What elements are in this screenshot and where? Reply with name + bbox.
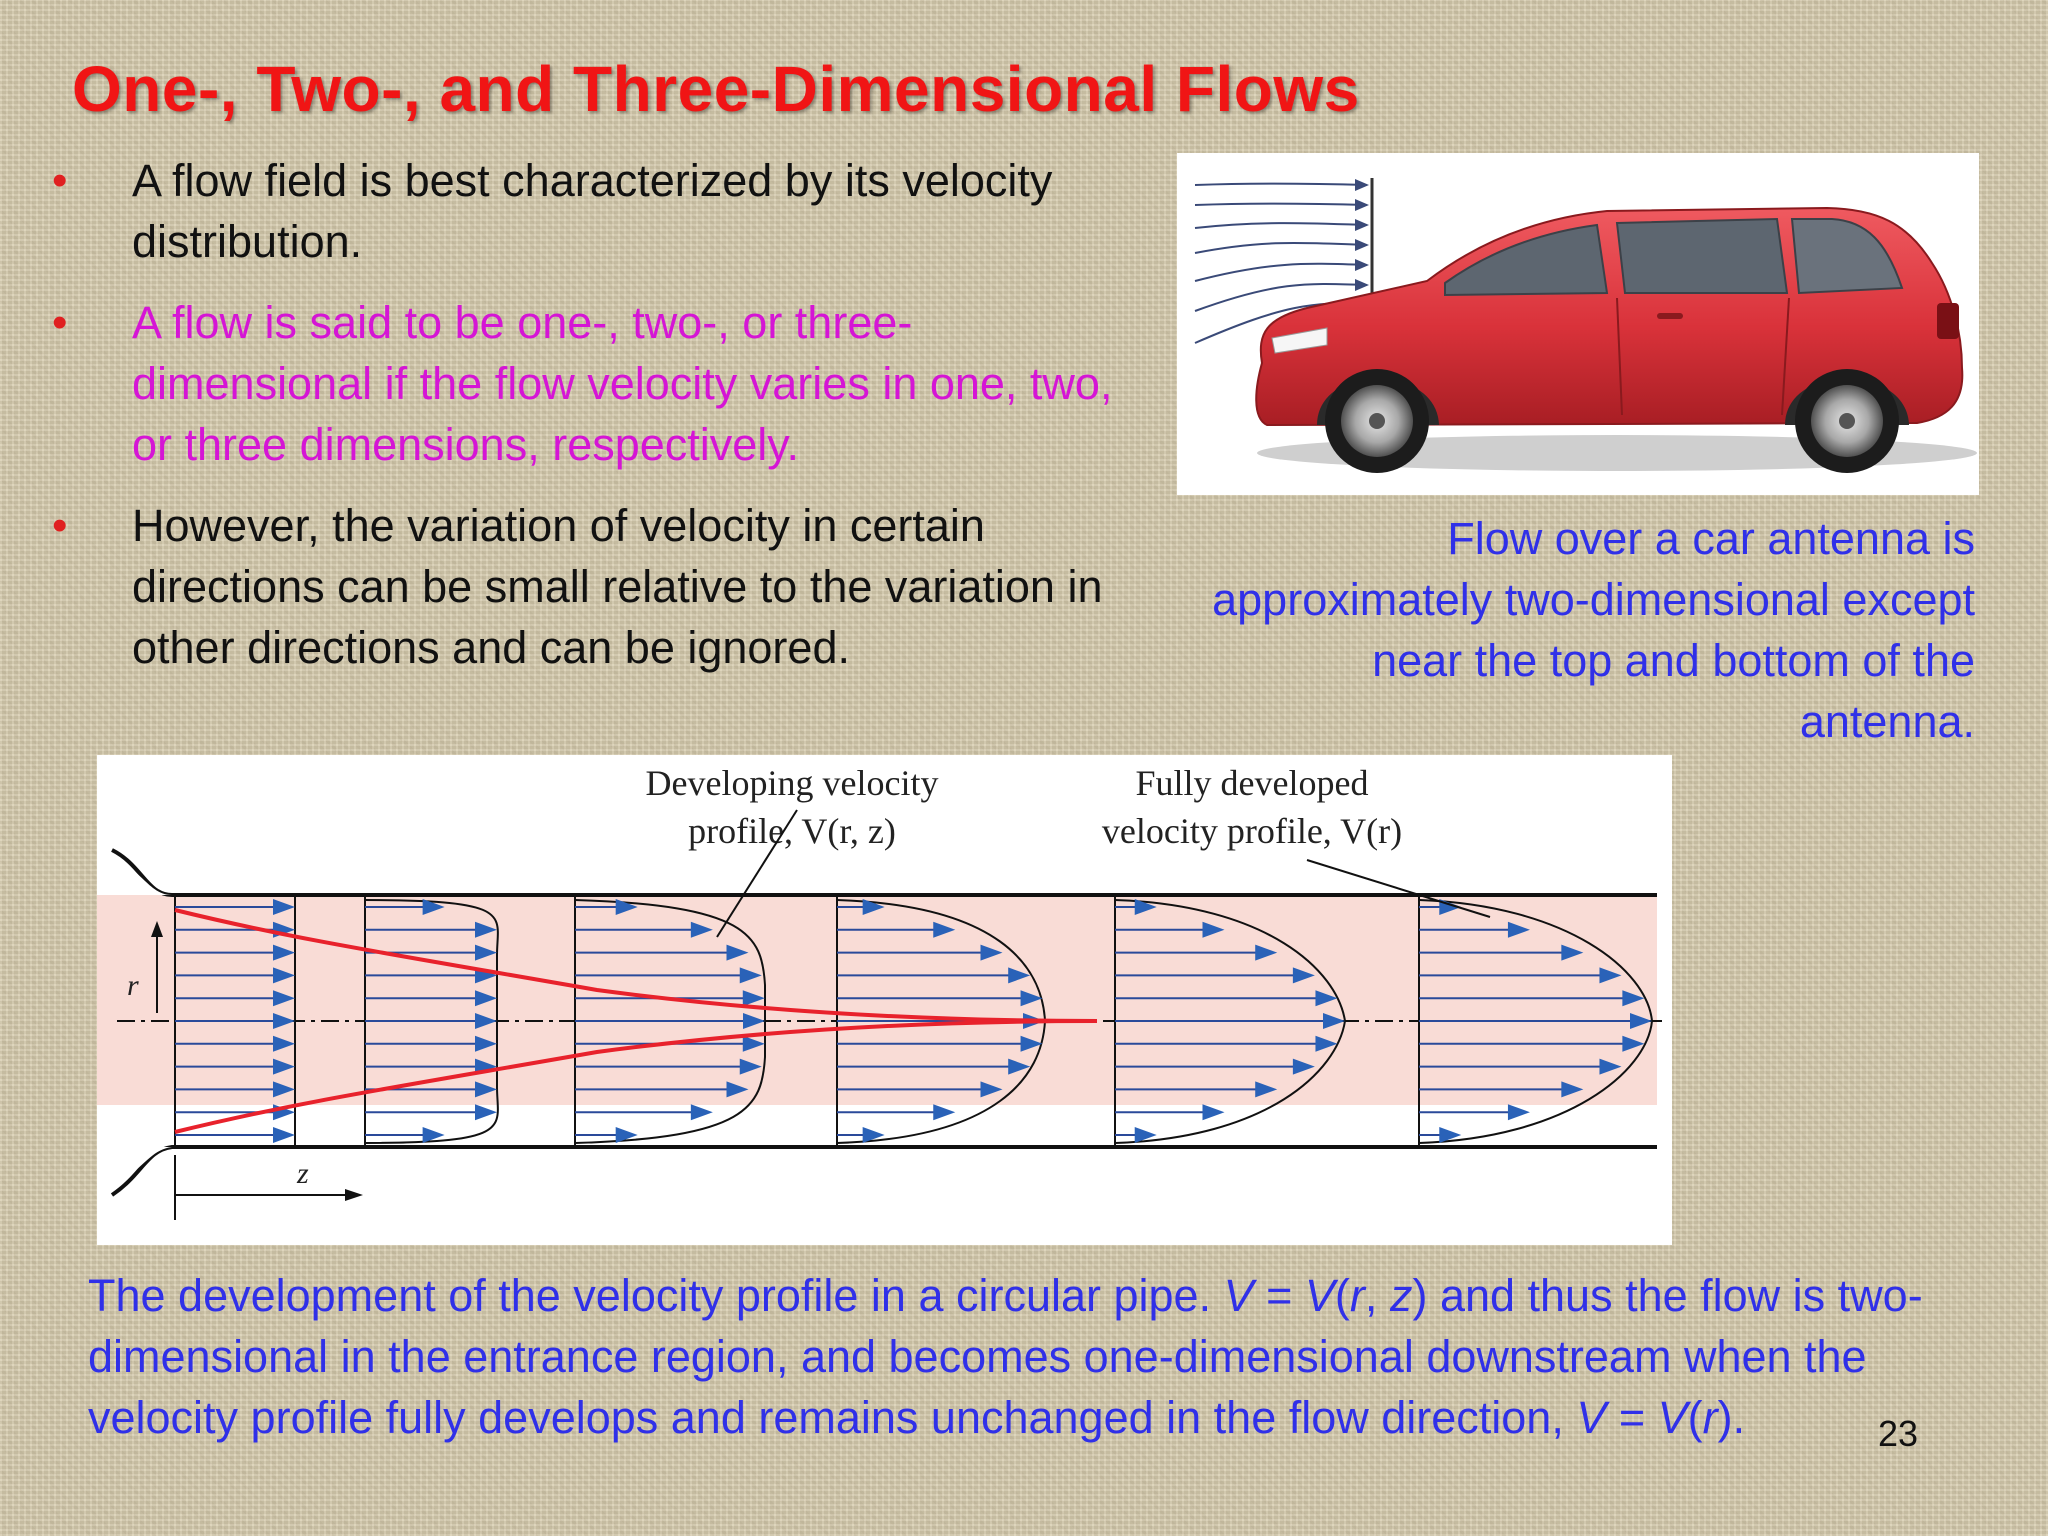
slide-title: One-, Two-, and Three-Dimensional Flows: [72, 53, 1360, 125]
eq-symbol: r: [1349, 1270, 1365, 1321]
eq-symbol: ): [1412, 1270, 1428, 1321]
z-axis: [175, 1155, 363, 1220]
bullet-dot: •: [52, 298, 68, 347]
bullet-dot: •: [52, 156, 68, 205]
eq-symbol: z: [1389, 1270, 1413, 1321]
caption-text: The development of the velocity profile in a circular pipe.: [88, 1270, 1224, 1321]
bullet-text: A flow field is best characterized by its velocity distribution.: [132, 155, 1053, 267]
eq-symbol: (: [1334, 1270, 1350, 1321]
car-illustration: [1177, 153, 1979, 495]
bullet-item: [52, 495, 1142, 678]
eq-symbol: ).: [1717, 1392, 1746, 1443]
bullet-text: However, the variation of velocity in certain directions can be small relative to the variation in other directions and can be ignored.: [132, 500, 1103, 673]
page-number: 23: [1878, 1413, 1919, 1454]
pipe-figure: [97, 755, 1672, 1245]
bullet-list: [52, 150, 1142, 698]
eq-symbol: V: [1576, 1392, 1607, 1443]
eq-symbol: =: [1253, 1270, 1305, 1321]
developed-label-1: Fully developed: [1135, 763, 1369, 803]
caption-text: and thus the flow is two-dimensional in the entrance region, and becomes one-dimensional downstream when the velocity profile fully develops and remains unchanged in the flow direction,: [88, 1270, 1923, 1443]
r-axis-label: r: [127, 969, 139, 1002]
bullet-item: [52, 150, 1142, 272]
pipe-bottom-wall: [112, 1147, 1657, 1195]
velocity-arrow-head: [691, 1104, 713, 1120]
rear-wheel: [1795, 369, 1899, 473]
developing-label-1: Developing velocity: [645, 763, 939, 803]
eq-symbol: ,: [1364, 1270, 1390, 1321]
front-wheel: [1325, 369, 1429, 473]
car-window-rear: [1617, 219, 1787, 293]
bullet-item: [52, 292, 1142, 475]
velocity-arrow-head: [933, 1104, 955, 1120]
eq-symbol: r: [1702, 1392, 1718, 1443]
eq-symbol: =: [1606, 1392, 1658, 1443]
car-figure: [1177, 153, 1979, 495]
pipe-diagram: [97, 755, 1672, 1245]
pipe-interior: [97, 895, 1657, 1105]
developed-label-2: velocity profile, V(r): [1101, 811, 1403, 851]
velocity-arrow-head: [1508, 1104, 1530, 1120]
velocity-arrow-head: [475, 1104, 497, 1120]
bottom-caption: [88, 1265, 1948, 1448]
taillight: [1937, 303, 1959, 339]
bullet-dot: •: [52, 501, 68, 550]
car-caption: Flow over a car antenna is approximately two-dimensional except near the top and bottom of the antenna.: [1212, 513, 1975, 747]
eq-symbol: V: [1304, 1270, 1335, 1321]
eq-symbol: V: [1657, 1392, 1688, 1443]
z-axis-label: z: [297, 1157, 309, 1190]
pipe-top-wall: [112, 850, 1657, 895]
velocity-arrow-head: [273, 1127, 295, 1143]
eq-symbol: (: [1687, 1392, 1703, 1443]
developing-label-2: profile, V(r, z): [688, 811, 896, 851]
eq-symbol: V: [1223, 1270, 1254, 1321]
velocity-arrow-head: [1203, 1104, 1225, 1120]
bullet-text: A flow is said to be one-, two-, or three-dimensional if the flow velocity varies in one, two, or three dimensions, respectively.: [132, 297, 1113, 470]
